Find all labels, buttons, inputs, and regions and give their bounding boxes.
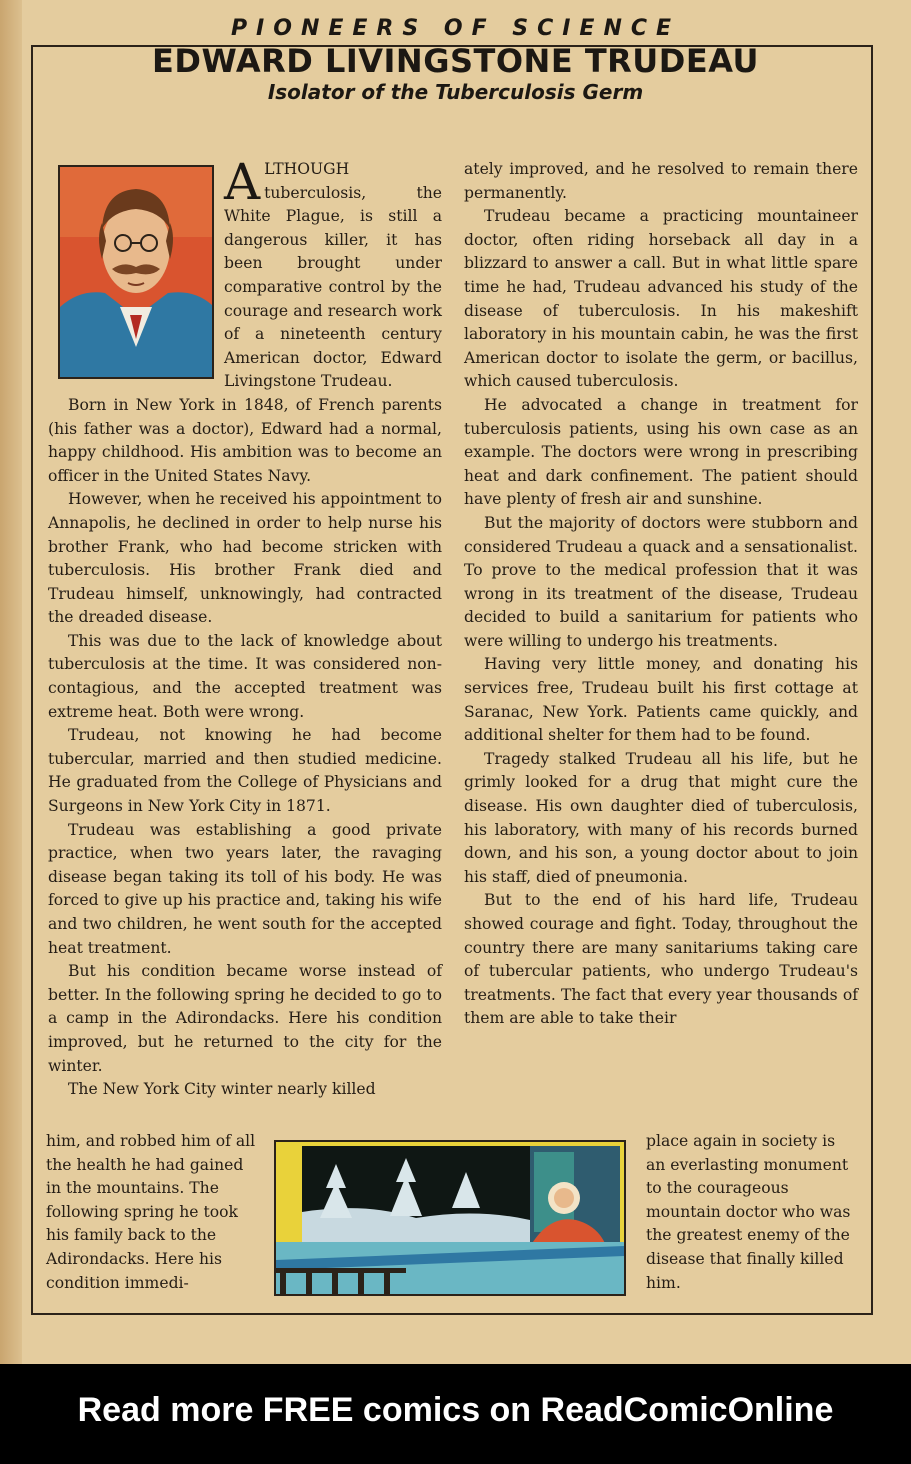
paragraph: However, when he received his appointment to Annapolis, he declined in order to help nurse his brother Frank, who had become stricken with tuberculosis. His brother Frank died and Trudeau himself, unknowingly, had contracted the dreaded disease. [48,490,442,627]
paragraph: Trudeau was establishing a good private practice, when two years later, the ravaging disease began taking its toll of his body. He was forced to give up his practice and, taking his wife and two children, he went south for the accepted heat treatment. [48,820,442,957]
paragraph: Having very little money, and donating his services free, Trudeau built his first cottage at Saranac, New York. Patients came quickly, and additional shelter for them had to be found. [464,655,858,745]
article-subtitle: Isolator of the Tuberculosis Germ [267,80,644,104]
right-column-bottom [646,1130,858,1295]
paragraph: him, and robbed him of all the health he had gained in the mountains. The following spring he took his family back to the Adirondacks. Here his condition immedi- [46,1132,256,1292]
series-title: PIONEERS OF SCIENCE [230,16,681,41]
paragraph: Trudeau became a practicing mountaineer doctor, often riding horseback all day in a blizzard to answer a call. But in what little spare time he had, Trudeau advanced his study of the disease of tuberculosis. In his makeshift laboratory in his mountain cabin, he was the first American doctor to isolate the germ, or bacillus, which caused tuberculosis. [464,207,858,391]
sanitarium-illustration [274,1140,626,1296]
intro-paragraph: ALTHOUGH tuberculosis, the White Plague, is still a dangerous killer, it has been brought under comparative control by the courage and research work of a nineteenth century American doctor, Edward Livingstone Trudeau. [224,153,442,391]
paragraph: ately improved, and he resolved to remain there permanently. [464,160,858,202]
paragraph: But to the end of his hard life, Trudeau showed courage and fight. Today, throughout the country there are many sanitariums taking care of tubercular patients, who undergo Trudeau's treatments. The fact that every year thousands of them are able to take their [464,891,858,1028]
paragraph: But the majority of doctors were stubborn and considered Trudeau a quack and a sensationalist. To prove to the medical profession that it was wrong in its treatment of the disease, Trudeau decided to build a sanitarium for patients who were willing to undergo his treatments. [464,513,858,650]
paragraph: place again in society is an everlasting monument to the courageous mountain doctor who was the greatest enemy of the disease that finally killed him. [646,1132,851,1292]
paragraph: Tragedy stalked Trudeau all his life, but he grimly looked for a drug that might cure the disease. His own daughter died of tuberculosis, his laboratory, with many of his records burned down, and his son, a young doctor about to join his staff, died of pneumonia. [464,749,858,886]
paragraph: But his condition became worse instead of better. In the following spring he decided to go to a camp in the Adirondacks. Here his condition improved, but he returned to the city for the winter. [48,962,442,1075]
article-title: EDWARD LIVINGSTONE TRUDEAU [152,42,759,80]
paragraph: Trudeau, not knowing he had become tubercular, married and then studied medicine. He graduated from the College of Physicians and Surgeons in New York City in 1871. [48,726,442,816]
left-column-top [48,153,442,1102]
right-column [464,158,858,1031]
page-binding-edge [0,0,22,1364]
left-column-bottom [46,1130,256,1295]
paragraph: He advocated a change in treatment for tuberculosis patients, using his own case as an example. The doctors were wrong in prescribing heat and dark confinement. The patient should have plenty of fresh air and sunshine. [464,395,858,509]
paragraph: The New York City winter nearly killed [68,1080,376,1099]
paragraph: This was due to the lack of knowledge about tuberculosis at the time. It was considered non-contagious, and the accepted treatment was extreme heat. Both were wrong. [48,631,442,721]
footer-promo-text: Read more FREE comics on ReadComicOnline [77,1391,834,1429]
paragraph: Born in New York in 1848, of French parents (his father was a doctor), Edward had a normal, happy childhood. His ambition was to become an officer in the United States Navy. [48,395,442,485]
drop-cap: A [224,153,261,211]
